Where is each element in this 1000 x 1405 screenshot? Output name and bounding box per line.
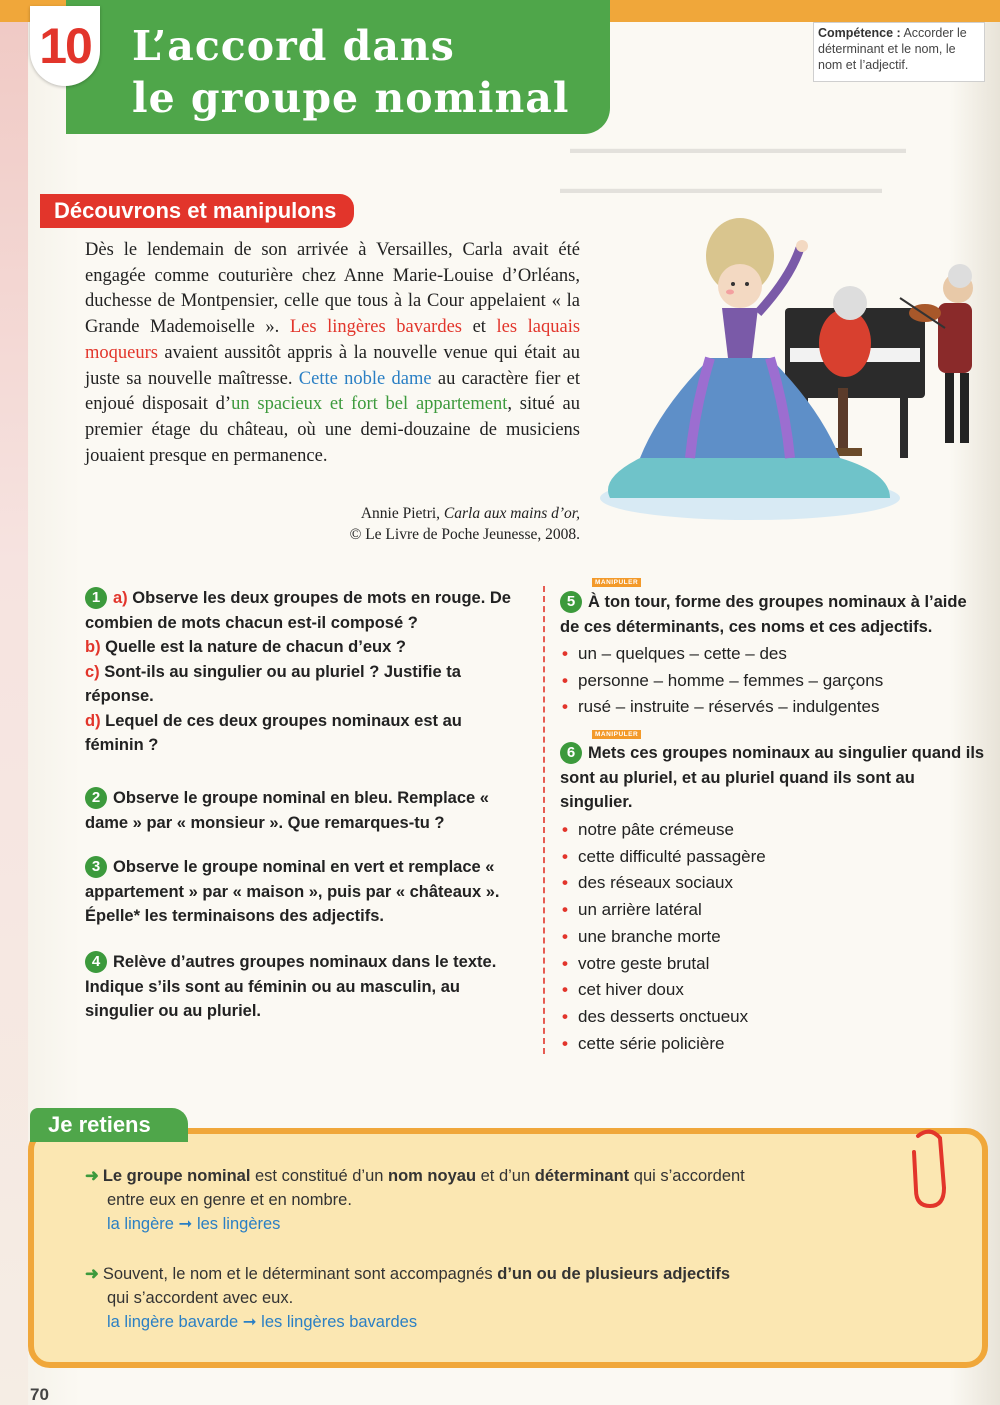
question-3 [85, 855, 515, 929]
rule-text: Souvent, le nom et le déterminant sont accompagnés [102, 1265, 498, 1283]
question-text: À ton tour, forme des groupes nominaux à l’aide de ces déterminants, ces noms et ces adjectifs. [560, 593, 967, 636]
lesson-number-badge [30, 6, 100, 86]
text-part: Dès le lendemain de son arrivée à Versailles, Carla avait été engagée comme couturière chez Anne Marie-Louise d’Orléans, duchesse de Montpensier, celle que tous à la Cour appelaient « la Grande Mademoiselle ». [85, 240, 580, 338]
column-divider [543, 586, 545, 1054]
question-text: Observe le groupe nominal en vert et remplace « appartement » par « maison », puis par « châteaux ». Épelle* les terminaisons des adjectifs. [85, 858, 500, 925]
rule-example: la lingère ➞ les lingères [107, 1215, 281, 1233]
list-item: • votre geste brutal [562, 951, 982, 978]
green-noun-group: un spacieux et fort bel appartement [231, 394, 508, 415]
sub-label: a) [113, 589, 128, 607]
bleed-through-text: ▬▬▬▬▬▬▬▬▬▬▬▬▬▬▬▬▬▬▬▬▬▬▬ [560, 180, 882, 196]
page-edge-left [0, 0, 28, 1405]
text-part: et [472, 317, 486, 338]
retiens-tab [30, 1108, 188, 1142]
question-5 [560, 590, 985, 639]
text-part: au caractère fier et enjoué disposait d’ [85, 368, 581, 415]
retiens-tab-label: Je retiens [48, 1112, 151, 1137]
list-item: • cette série policière [562, 1031, 982, 1058]
rule-text: et d’un [476, 1167, 535, 1185]
manipuler-tag: MANIPULER [592, 578, 641, 587]
list-item: • des réseaux sociaux [562, 870, 982, 897]
source-publisher: © Le Livre de Poche Jeunesse, 2008. [349, 526, 580, 543]
illustration-court-scene [600, 208, 985, 528]
source-book: Carla aux mains d’or, [443, 505, 580, 522]
q5-list [562, 641, 982, 721]
lesson-number: 10 [39, 18, 91, 74]
title-line-1: L’accord dans [132, 22, 455, 70]
rule-term: déterminant [534, 1167, 630, 1185]
question-text: Observe les deux groupes de mots en rouge. De combien de mots chacun est-il composé ? [85, 589, 511, 632]
question-text: Relève d’autres groupes nominaux dans le texte. Indique s’ils sont au féminin ou au masculin, au singulier ou au pluriel. [85, 953, 497, 1020]
text-part: , situé au premier étage du château, où une demi-douzaine de musiciens jouaient presque en permanence. [85, 394, 580, 466]
question-text: Sont-ils au singulier ou au pluriel ? Justifie ta réponse. [85, 662, 461, 705]
text-source [300, 503, 580, 545]
arrow-icon: ➜ [85, 1167, 99, 1185]
question-text: Observe le groupe nominal en bleu. Remplace « dame » par « monsieur ». Que remarques-tu ? [85, 789, 489, 832]
rule-text: qui s’accordent [629, 1167, 745, 1185]
question-number: 2 [85, 787, 107, 809]
arrow-icon: ➜ [85, 1265, 99, 1283]
title-line-2: le groupe nominal [132, 74, 570, 122]
rule-1 [85, 1164, 875, 1236]
rule-2 [85, 1262, 875, 1334]
bleed-through-text: ▬▬▬▬▬▬▬▬▬▬▬▬▬▬▬▬▬▬▬▬▬▬▬▬ [570, 140, 906, 156]
competence-text: Accorder le déterminant et le nom, le nom et l’adjectif. [818, 26, 967, 72]
rule-text: entre eux en genre et en nombre. [107, 1191, 352, 1209]
competence-label: Compétence : [818, 26, 901, 40]
competence-box [813, 22, 985, 82]
sub-label: c) [85, 662, 100, 681]
q6-list [562, 817, 982, 1057]
page-number: 70 [30, 1385, 49, 1404]
red-noun-group-1: Les lingères bavardes [289, 317, 462, 338]
section-banner-label: Découvrons et manipulons [54, 198, 337, 223]
sub-label: b) [85, 638, 101, 656]
rule-term: nom noyau [388, 1167, 477, 1185]
list-item: • rusé – instruite – réservés – indulgentes [562, 694, 982, 721]
list-item: • une branche morte [562, 924, 982, 951]
rule-text: est constitué d’un [250, 1167, 389, 1185]
question-4 [85, 950, 515, 1024]
rule-example: la lingère bavarde ➞ les lingères bavardes [107, 1313, 418, 1331]
text-part: avaient aussitôt appris à la nouvelle venue qui était au juste sa nouvelle maîtresse. [85, 342, 580, 389]
rule-text: qui s’accordent avec eux. [107, 1289, 294, 1307]
rule-term: Le groupe nominal [102, 1167, 251, 1185]
source-author: Annie Pietri, [360, 505, 441, 522]
paperclip-icon [900, 1128, 960, 1214]
red-noun-group-2: les laquais moqueurs [85, 317, 581, 363]
list-item: • un – quelques – cette – des [562, 641, 982, 668]
list-item: • cet hiver doux [562, 977, 982, 1004]
question-text: Quelle est la nature de chacun d’eux ? [105, 638, 406, 656]
question-number: 1 [85, 587, 107, 609]
question-6 [560, 741, 985, 815]
list-item: • des desserts onctueux [562, 1004, 982, 1031]
manipuler-tag: MANIPULER [592, 730, 641, 739]
rule-term: d’un ou de plusieurs adjectifs [497, 1265, 731, 1283]
question-text: Mets ces groupes nominaux au singulier quand ils sont au pluriel, et au pluriel quand ils sont au singulier. [560, 744, 985, 811]
question-number: 5 [560, 591, 582, 613]
list-item: • notre pâte crémeuse [562, 817, 982, 844]
section-banner [40, 194, 354, 228]
page-title [132, 20, 602, 124]
question-2 [85, 786, 515, 835]
blue-noun-group: Cette noble dame [298, 368, 432, 389]
question-number: 3 [85, 856, 107, 878]
sub-label: d) [85, 711, 101, 730]
question-1 [85, 586, 515, 758]
reading-text [85, 238, 580, 469]
list-item: • personne – homme – femmes – garçons [562, 668, 982, 695]
list-item: • cette difficulté passagère [562, 844, 982, 871]
list-item: • un arrière latéral [562, 897, 982, 924]
question-text: Lequel de ces deux groupes nominaux est au féminin ? [85, 711, 462, 754]
question-number: 4 [85, 951, 107, 973]
question-number: 6 [560, 742, 582, 764]
